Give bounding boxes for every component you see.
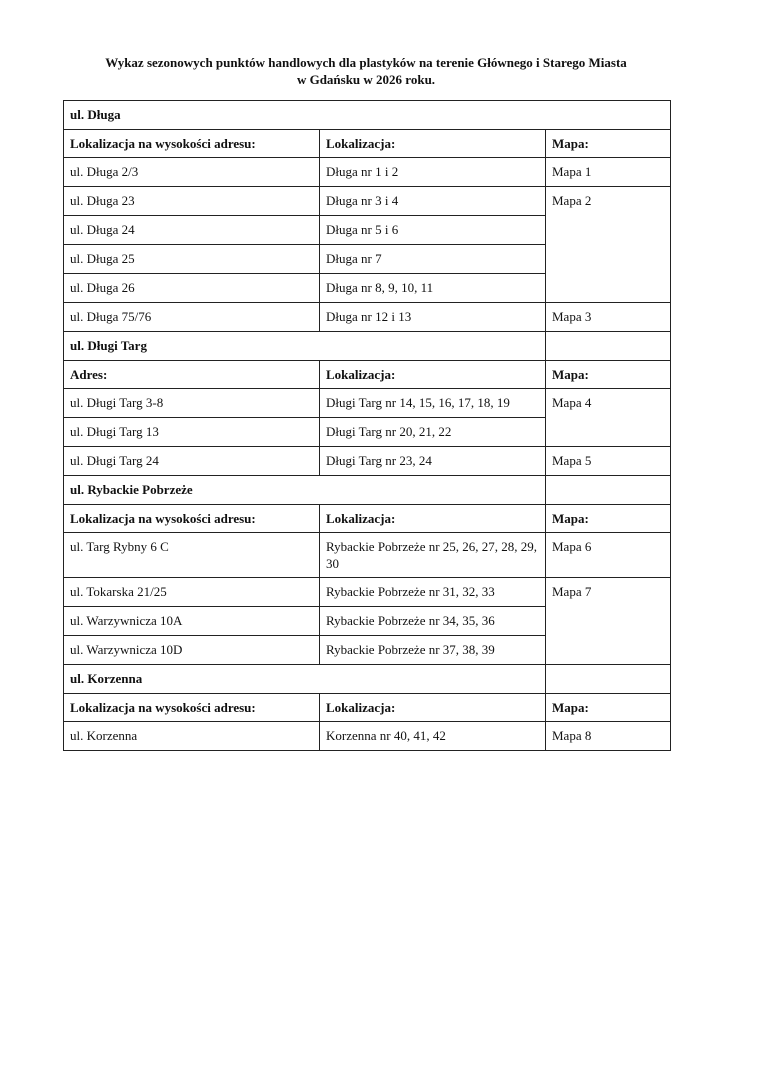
table-row — [64, 389, 671, 418]
map-cell: Mapa 7 — [546, 578, 671, 665]
section-title: ul. Rybackie Pobrzeże — [64, 476, 546, 505]
map-cell: Mapa 6 — [546, 533, 671, 578]
header-address: Lokalizacja na wysokości adresu: — [64, 505, 320, 533]
section-row-dlugi-targ — [64, 332, 671, 361]
section-row-korzenna — [64, 665, 671, 694]
map-cell: Mapa 3 — [546, 303, 671, 332]
map-cell: Mapa 1 — [546, 158, 671, 187]
location-cell: Długa nr 7 — [320, 245, 546, 274]
section-row-dluga — [64, 101, 671, 130]
address-cell: ul. Długa 25 — [64, 245, 320, 274]
header-map: Mapa: — [546, 694, 671, 722]
location-cell: Korzenna nr 40, 41, 42 — [320, 722, 546, 751]
address-cell: ul. Długa 24 — [64, 216, 320, 245]
location-cell: Długi Targ nr 20, 21, 22 — [320, 418, 546, 447]
header-location: Lokalizacja: — [320, 694, 546, 722]
table-row — [64, 578, 671, 607]
address-cell: ul. Korzenna — [64, 722, 320, 751]
trading-points-table — [63, 100, 671, 751]
address-cell: ul. Warzywnicza 10D — [64, 636, 320, 665]
map-cell: Mapa 2 — [546, 187, 671, 303]
table-row — [64, 447, 671, 476]
header-location: Lokalizacja: — [320, 130, 546, 158]
address-cell: ul. Warzywnicza 10A — [64, 607, 320, 636]
header-location: Lokalizacja: — [320, 505, 546, 533]
header-row — [64, 694, 671, 722]
table-row — [64, 303, 671, 332]
location-cell: Długa nr 5 i 6 — [320, 216, 546, 245]
location-cell: Długa nr 12 i 13 — [320, 303, 546, 332]
map-cell: Mapa 5 — [546, 447, 671, 476]
location-cell: Długa nr 1 i 2 — [320, 158, 546, 187]
address-cell: ul. Długa 23 — [64, 187, 320, 216]
empty-cell — [546, 332, 671, 361]
address-cell: ul. Długi Targ 24 — [64, 447, 320, 476]
address-cell: ul. Długi Targ 3-8 — [64, 389, 320, 418]
title-line-2: w Gdańsku w 2026 roku. — [296, 72, 436, 87]
location-cell: Rybackie Pobrzeże nr 34, 35, 36 — [320, 607, 546, 636]
header-map: Mapa: — [546, 361, 671, 389]
empty-cell — [546, 476, 671, 505]
header-address: Adres: — [64, 361, 320, 389]
address-cell: ul. Tokarska 21/25 — [64, 578, 320, 607]
header-row — [64, 361, 671, 389]
location-cell: Długi Targ nr 23, 24 — [320, 447, 546, 476]
location-cell: Rybackie Pobrzeże nr 31, 32, 33 — [320, 578, 546, 607]
location-cell: Długa nr 3 i 4 — [320, 187, 546, 216]
header-address: Lokalizacja na wysokości adresu: — [64, 130, 320, 158]
location-cell: Długi Targ nr 14, 15, 16, 17, 18, 19 — [320, 389, 546, 418]
location-cell: Długa nr 8, 9, 10, 11 — [320, 274, 546, 303]
section-title: ul. Korzenna — [64, 665, 546, 694]
location-cell: Rybackie Pobrzeże nr 37, 38, 39 — [320, 636, 546, 665]
document-title — [60, 54, 672, 88]
address-cell: ul. Długa 75/76 — [64, 303, 320, 332]
empty-cell — [546, 665, 671, 694]
header-address: Lokalizacja na wysokości adresu: — [64, 694, 320, 722]
title-line-1: Wykaz sezonowych punktów handlowych dla plastyków na terenie Głównego i Starego Miasta — [105, 55, 627, 70]
address-cell: ul. Długa 26 — [64, 274, 320, 303]
header-location: Lokalizacja: — [320, 361, 546, 389]
section-title: ul. Długa — [64, 101, 671, 130]
section-title: ul. Długi Targ — [64, 332, 546, 361]
header-row — [64, 130, 671, 158]
header-map: Mapa: — [546, 505, 671, 533]
table-row — [64, 722, 671, 751]
address-cell: ul. Długi Targ 13 — [64, 418, 320, 447]
section-row-rybackie-pobrzeze — [64, 476, 671, 505]
location-cell: Rybackie Pobrzeże nr 25, 26, 27, 28, 29, 30 — [320, 533, 546, 578]
address-cell: ul. Targ Rybny 6 C — [64, 533, 320, 578]
map-cell: Mapa 4 — [546, 389, 671, 447]
table-row — [64, 187, 671, 216]
table-row — [64, 533, 671, 578]
map-cell: Mapa 8 — [546, 722, 671, 751]
header-map: Mapa: — [546, 130, 671, 158]
header-row — [64, 505, 671, 533]
table-row — [64, 158, 671, 187]
address-cell: ul. Długa 2/3 — [64, 158, 320, 187]
